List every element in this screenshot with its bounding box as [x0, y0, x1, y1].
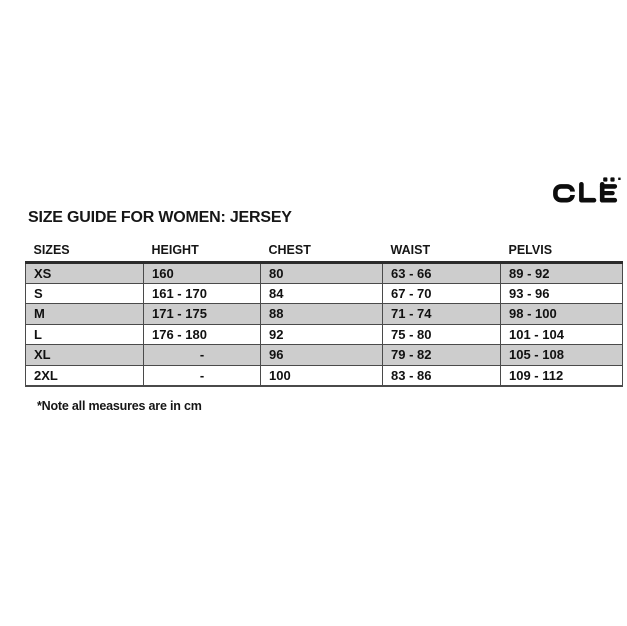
- brand-logo: [553, 177, 621, 203]
- cell-chest: 100: [261, 365, 383, 386]
- cell-chest: 96: [261, 345, 383, 366]
- ale-logo-icon: [553, 177, 621, 203]
- cell-chest: 80: [261, 263, 383, 284]
- cell-size: 2XL: [26, 365, 144, 386]
- cell-height: -: [144, 345, 261, 366]
- cell-height: 161 - 170: [144, 283, 261, 304]
- table-header: [26, 240, 623, 263]
- column-header-chest: CHEST: [261, 240, 383, 263]
- cell-size: XL: [26, 345, 144, 366]
- cell-chest: 84: [261, 283, 383, 304]
- cell-chest: 88: [261, 304, 383, 325]
- page-title: SIZE GUIDE FOR WOMEN: JERSEY: [28, 209, 292, 226]
- column-header-height: HEIGHT: [144, 240, 261, 263]
- table-row-m: [26, 304, 623, 325]
- cell-waist: 75 - 80: [383, 324, 501, 345]
- cell-pelvis: 105 - 108: [501, 345, 623, 366]
- cell-height: -: [144, 365, 261, 386]
- column-header-sizes: SIZES: [26, 240, 144, 263]
- table-row-l: [26, 324, 623, 345]
- cell-waist: 71 - 74: [383, 304, 501, 325]
- cell-chest: 92: [261, 324, 383, 345]
- header-row: [26, 240, 623, 263]
- column-header-pelvis: PELVIS: [501, 240, 623, 263]
- cell-waist: 67 - 70: [383, 283, 501, 304]
- measures-footnote: *Note all measures are in cm: [37, 399, 202, 413]
- cell-size: S: [26, 283, 144, 304]
- cell-size: XS: [26, 263, 144, 284]
- cell-pelvis: 93 - 96: [501, 283, 623, 304]
- cell-height: 171 - 175: [144, 304, 261, 325]
- cell-pelvis: 109 - 112: [501, 365, 623, 386]
- cell-size: L: [26, 324, 144, 345]
- cell-pelvis: 101 - 104: [501, 324, 623, 345]
- cell-height: 176 - 180: [144, 324, 261, 345]
- cell-height: 160: [144, 263, 261, 284]
- table-row-s: [26, 283, 623, 304]
- size-guide-table: [25, 240, 623, 387]
- table-row-xl: [26, 345, 623, 366]
- cell-waist: 63 - 66: [383, 263, 501, 284]
- table-body: [26, 263, 623, 386]
- table-row-xs: [26, 263, 623, 284]
- cell-waist: 83 - 86: [383, 365, 501, 386]
- cell-waist: 79 - 82: [383, 345, 501, 366]
- table-row-2xl: [26, 365, 623, 386]
- cell-pelvis: 98 - 100: [501, 304, 623, 325]
- cell-pelvis: 89 - 92: [501, 263, 623, 284]
- cell-size: M: [26, 304, 144, 325]
- column-header-waist: WAIST: [383, 240, 501, 263]
